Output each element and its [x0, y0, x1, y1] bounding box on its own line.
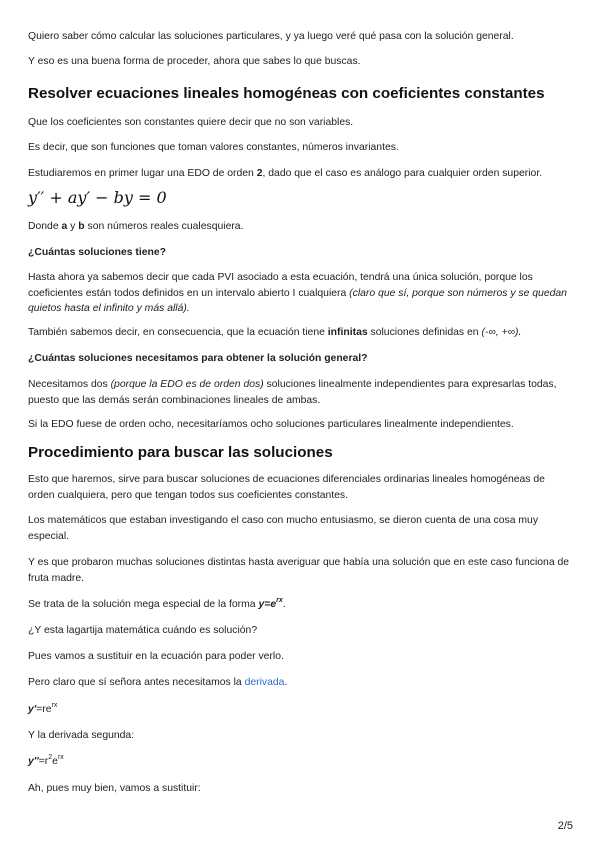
paragraph: Y eso es una buena forma de proceder, ahora que sabes lo que buscas.	[28, 56, 361, 67]
paragraph: Necesitamos dos (porque la EDO es de orden dos) soluciones linealmente independientes para expresarlas todas, puesto que las demás serán combinaciones lineales de ambas.	[28, 379, 557, 406]
paragraph: Ah, pues muy bien, vamos a sustituir:	[28, 783, 201, 794]
question-heading: ¿Cuántas soluciones necesitamos para obtener la solución general?	[28, 353, 368, 364]
second-derivative-line: $y''=r^2e^{rx}$	[28, 754, 64, 767]
section-heading: Resolver ecuaciones lineales homogéneas con coeficientes constantes	[28, 85, 545, 102]
paragraph: Donde a y b son números reales cualesquiera.	[28, 221, 244, 232]
paragraph: Y la derivada segunda:	[28, 730, 135, 741]
paragraph: Pero claro que sí señora antes necesitamos la derivada.	[28, 677, 288, 688]
paragraph: Es decir, que son funciones que toman valores constantes, números invariantes.	[28, 142, 399, 153]
paragraph: Estudiaremos en primer lugar una EDO de orden 2, dado que el caso es análogo para cualquier orden superior.	[28, 168, 543, 179]
paragraph: Se trata de la solución mega especial de la forma $y=e^{rx}$.	[28, 597, 286, 610]
derivative-line: $y'=re^{rx}$	[28, 702, 58, 715]
paragraph: Los matemáticos que estaban investigando el caso con mucho entusiasmo, se dieron cuenta de una cosa muy especial.	[28, 515, 539, 542]
page-number: 2/5	[557, 820, 573, 832]
paragraph: También sabemos decir, en consecuencia, que la ecuación tiene infinitas soluciones definidas en (-∞, +∞).	[28, 327, 522, 338]
paragraph: Y es que probaron muchas soluciones distintas hasta averiguar que había una solución que en este caso funciona de fruta madre.	[28, 557, 570, 584]
question-heading: ¿Cuántas soluciones tiene?	[28, 247, 166, 258]
equation: y′′ + ay′ − by = 0	[28, 188, 167, 207]
paragraph: Esto que haremos, sirve para buscar soluciones de ecuaciones diferenciales ordinarias lineales homogéneas de orden cualquiera, pero que tengan todos sus coeficientes constantes.	[28, 474, 545, 501]
derivada-link[interactable]: derivada	[244, 677, 285, 688]
paragraph: ¿Y esta lagartija matemática cuándo es solución?	[28, 625, 258, 636]
paragraph: Si la EDO fuese de orden ocho, necesitaríamos ocho soluciones particulares linealmente independientes.	[28, 419, 514, 430]
paragraph: Quiero saber cómo calcular las soluciones particulares, y ya luego veré qué pasa con la solución general.	[28, 31, 514, 42]
paragraph: Pues vamos a sustituir en la ecuación para poder verlo.	[28, 651, 284, 662]
paragraph: Hasta ahora ya sabemos decir que cada PVI asociado a esta ecuación, tendrá una única solución, porque los coeficientes están todos definidos en un intervalo abierto I cualquiera (claro que sí, porque son números y se quedan quietos hasta el infinito y más allá).	[28, 272, 567, 314]
paragraph: Que los coeficientes son constantes quiere decir que no son variables.	[28, 117, 354, 128]
section-heading: Procedimiento para buscar las soluciones	[28, 444, 333, 461]
